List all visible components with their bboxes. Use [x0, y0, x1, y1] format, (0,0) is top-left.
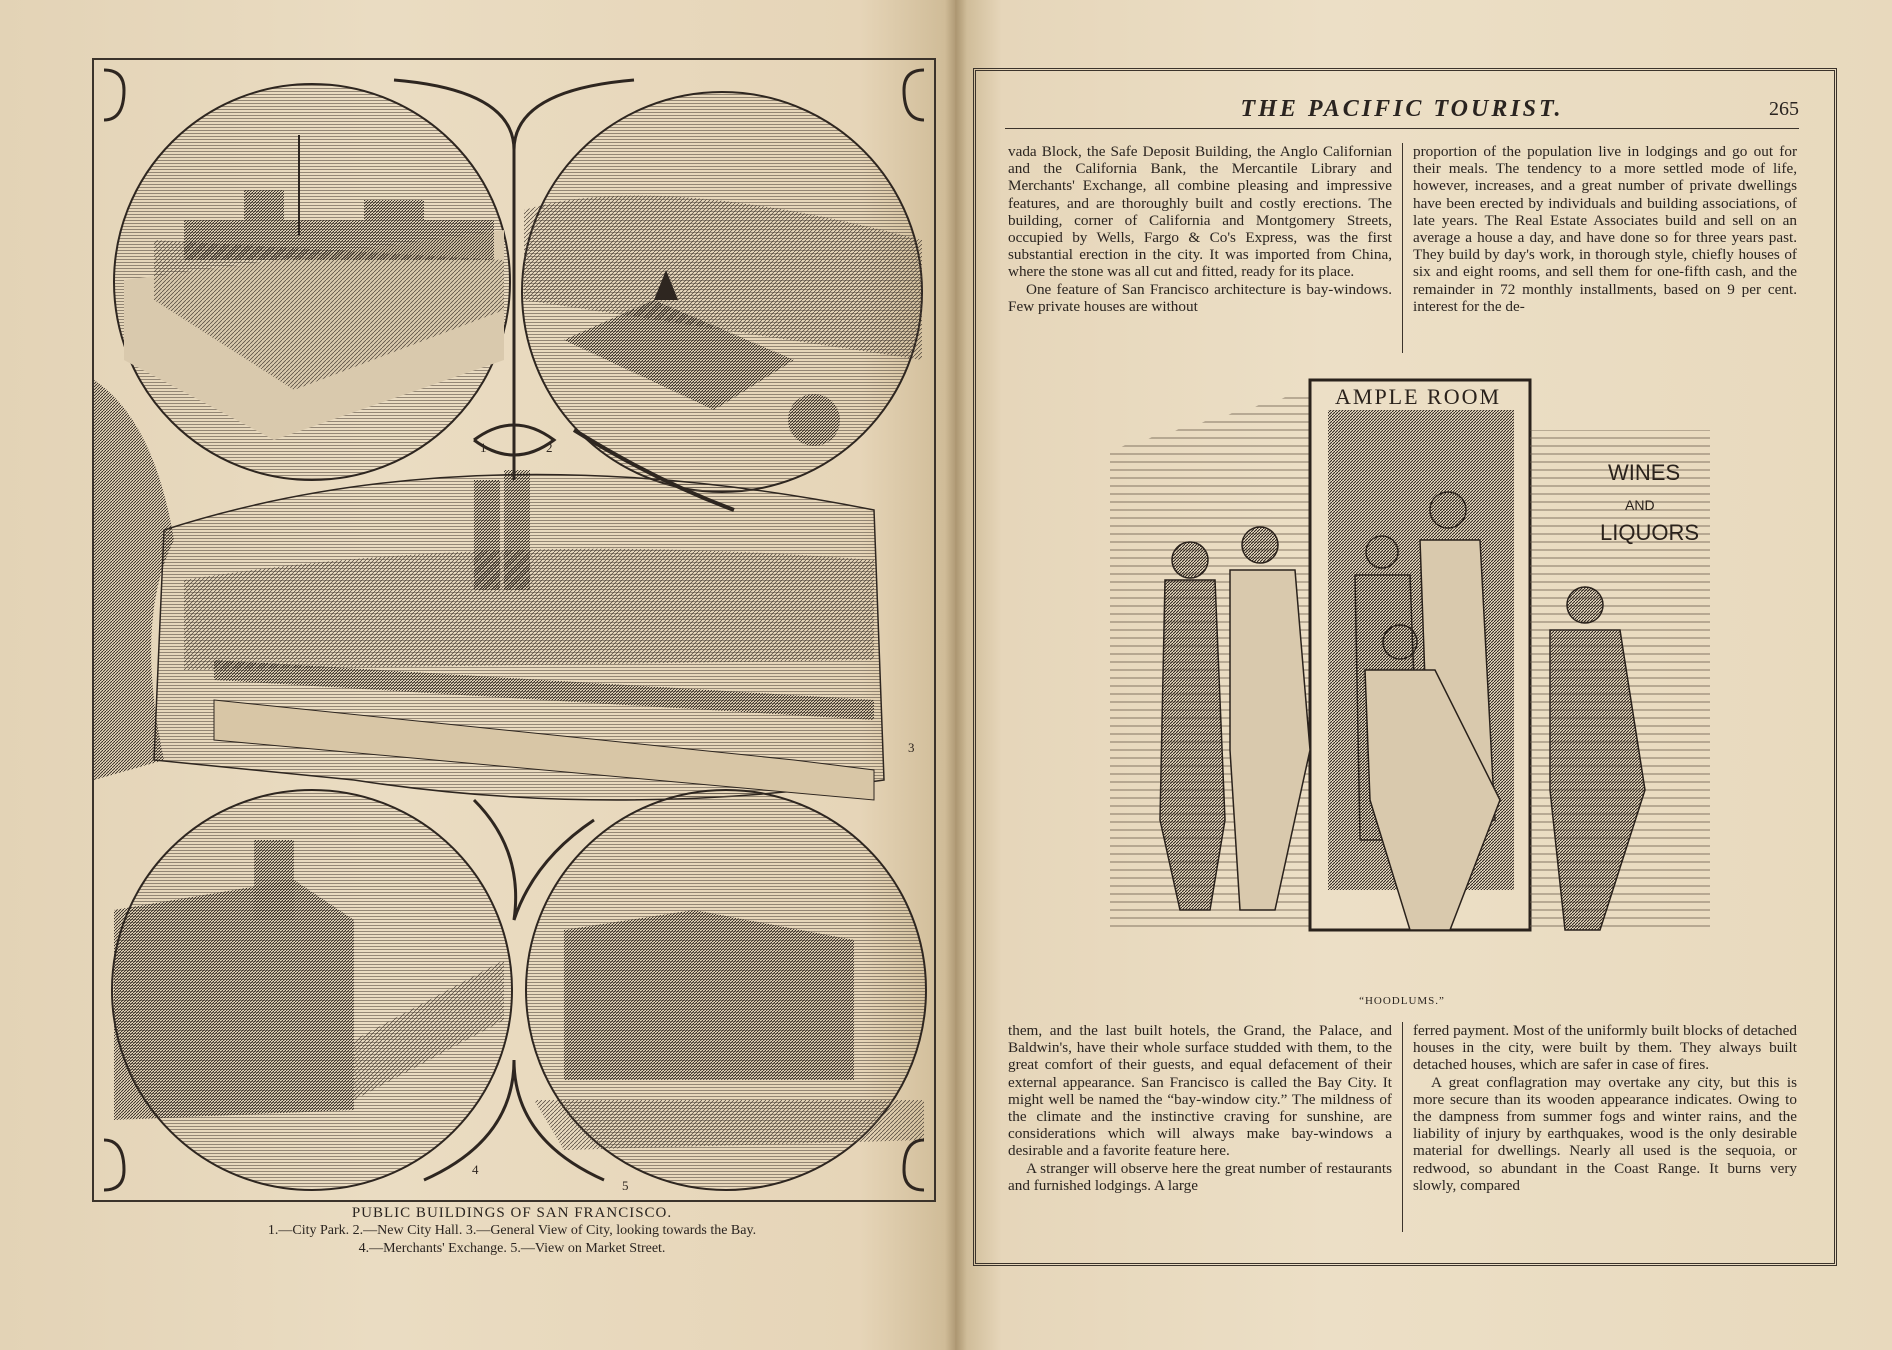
vignette-general-view: [154, 470, 884, 800]
figure-caption: “HOODLUMS.”: [1359, 995, 1445, 1007]
paragraph: proportion of the population live in lodgings and go out for their meals. The tendency to a more settled mode of life, however, increases, and a great number of private dwellings have been erected by individuals and building associations, of late years. The Real Estate Associates build and sell on an average a house a day, and have done so for three years past. They build by day's work, in thorough style, chiefly houses of six and eight rooms, and sell them for one-fifth cash, and the remainder in 72 monthly installments, based on 9 per cent. interest for the de-: [1413, 143, 1797, 315]
paragraph: One feature of San Francisco architecture is bay-windows. Few private houses are without: [1008, 280, 1392, 315]
paragraph: ferred payment. Most of the uniformly built blocks of detached houses in the city, were built by them. They always built detached houses, which are safer in case of fires.: [1413, 1022, 1797, 1074]
vignette-merchants-exchange: [112, 790, 512, 1190]
plate-caption-line-2: 4.—Merchants' Exchange. 5.—View on Market Street.: [358, 1241, 666, 1256]
plate-number-5: 5: [622, 1178, 629, 1193]
vignette-city-park: [114, 84, 510, 480]
book-gutter: [945, 0, 967, 1350]
plate-caption: [92, 1205, 932, 1258]
paragraph: A great conflagration may overtake any city, but this is more secure than its wooden appearance indicates. Owing to the dampness from summer fogs and winter rains, and the liability of injury by earthquakes, wood is the only desirable material for dwellings. Nearly all used is the sequoia, or redwood, so abundant in the Coast Range. It burns very slowly, compared: [1413, 1073, 1797, 1194]
paragraph: vada Block, the Safe Deposit Building, the Anglo Californian and the California Bank, the Mercantile Library and Merchants' Exchange, all combine pleasing and impressive features, and are thoroughly built and costly erections. The building, corner of California and Montgomery Streets, occupied by Wells, Fargo & Co's Express, was the first substantial erection in the city. It was imported from China, where the stone was all cut and fitted, ready for its place.: [1008, 143, 1392, 281]
engraving-plate: [92, 58, 936, 1202]
sign-wines: WINES: [1608, 460, 1681, 485]
sign-liquors: LIQUORS: [1600, 520, 1700, 545]
column-top-left: [1008, 143, 1392, 315]
sign-and: AND: [1625, 497, 1655, 513]
page-number: 265: [1769, 98, 1799, 120]
plate-caption-line-1: 1.—City Park. 2.—New City Hall. 3.—General View of City, looking towards the Bay.: [267, 1223, 757, 1238]
vignette-new-city-hall: [522, 92, 922, 492]
plate-caption-title: PUBLIC BUILDINGS OF SAN FRANCISCO.: [351, 1205, 673, 1221]
paragraph: A stranger will observe here the great number of restaurants and furnished lodgings. A large: [1008, 1159, 1392, 1194]
vignette-market-street: [526, 790, 926, 1190]
running-title: THE PACIFIC TOURIST.: [1240, 96, 1564, 122]
sign-sample-room: AMPLE ROOM: [1335, 384, 1502, 409]
plate-number-2: 2: [546, 440, 553, 455]
column-divider-top: [1402, 143, 1403, 353]
running-header: [1005, 96, 1799, 129]
plate-number-1: 1: [480, 440, 487, 455]
column-bottom-right: [1413, 1022, 1797, 1194]
column-bottom-left: [1008, 1022, 1392, 1194]
hoodlums-illustration: [1110, 370, 1710, 985]
paragraph: them, and the last built hotels, the Grand, the Palace, and Baldwin's, have their whole surface studded with them, to the great comfort of their guests, and equal defacement of their external appearance. San Francisco is called the Bay City. It might well be named the “bay-window city.” The mildness of the climate and the instinctive craving for sunshine, are considerations which will always make bay-windows a desirable and a favorite feature here.: [1008, 1022, 1392, 1160]
column-divider-bottom: [1402, 1022, 1403, 1232]
plate-illustration: [94, 60, 934, 1200]
column-top-right: [1413, 143, 1797, 315]
plate-number-3: 3: [908, 740, 915, 755]
plate-number-4: 4: [472, 1162, 479, 1177]
